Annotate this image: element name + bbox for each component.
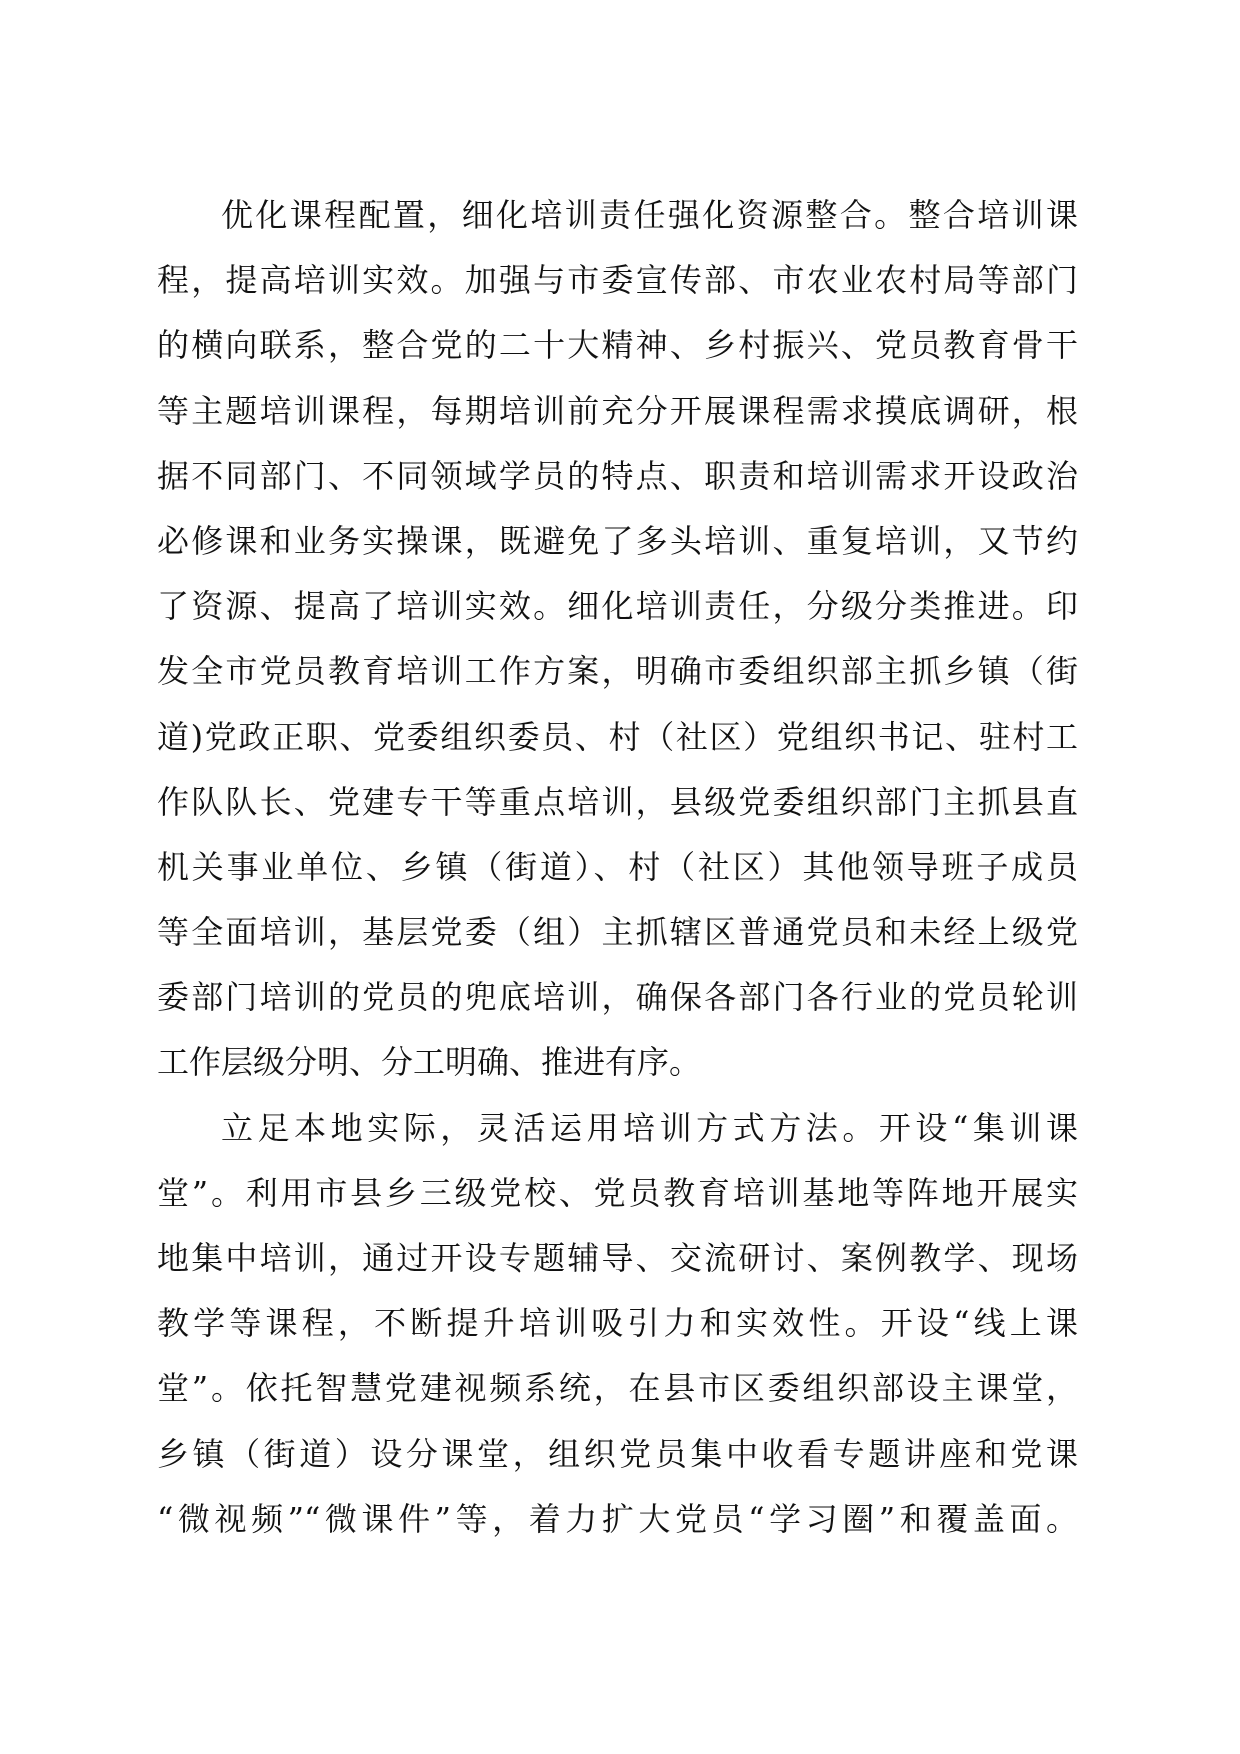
text-line: 道)党政正职、党委组织委员、村（社区）党组织书记、驻村工 bbox=[157, 717, 1078, 756]
text-line: 地集中培训，通过开设专题辅导、交流研讨、案例教学、现场 bbox=[157, 1239, 1078, 1277]
text-line: “微视频”“微课件”等，着力扩大党员“学习圈”和覆盖面。 bbox=[157, 1499, 1078, 1538]
text-line: 作队队长、党建专干等重点培训，县级党委组织部门主抓县直 bbox=[157, 782, 1078, 821]
text-line: 等全面培训，基层党委（组）主抓辖区普通党员和未经上级党 bbox=[157, 913, 1078, 952]
body-text bbox=[157, 183, 1078, 1552]
paragraph-course-configuration bbox=[157, 183, 1078, 1096]
text-line: 工作层级分明、分工明确、推进有序。 bbox=[157, 1043, 702, 1082]
text-line: 教学等课程，不断提升培训吸引力和实效性。开设“线上课 bbox=[157, 1304, 1078, 1343]
text-line: 必修课和业务实操课，既避免了多头培训、重复培训，又节约 bbox=[157, 521, 1078, 560]
paragraph-training-methods bbox=[157, 1096, 1078, 1552]
text-line: 据不同部门、不同领域学员的特点、职责和培训需求开设政治 bbox=[157, 456, 1078, 495]
text-line: 委部门培训的党员的兜底培训，确保各部门各行业的党员轮训 bbox=[157, 978, 1078, 1017]
text-line: 程，提高培训实效。加强与市委宣传部、市农业农村局等部门 bbox=[157, 261, 1078, 300]
text-line: 发全市党员教育培训工作方案，明确市委组织部主抓乡镇（街 bbox=[157, 652, 1078, 691]
text-line: 的横向联系，整合党的二十大精神、乡村振兴、党员教育骨干 bbox=[157, 326, 1078, 365]
text-line: 堂”。利用市县乡三级党校、党员教育培训基地等阵地开展实 bbox=[157, 1173, 1078, 1212]
text-line: 堂”。依托智慧党建视频系统，在县市区委组织部设主课堂， bbox=[157, 1369, 1078, 1408]
text-line: 等主题培训课程，每期培训前充分开展课程需求摸底调研，根 bbox=[157, 391, 1078, 430]
text-line: 乡镇（街道）设分课堂，组织党员集中收看专题讲座和党课 bbox=[157, 1434, 1078, 1473]
text-line: 立足本地实际，灵活运用培训方式方法。开设“集训课 bbox=[221, 1108, 1078, 1147]
text-line: 了资源、提高了培训实效。细化培训责任，分级分类推进。印 bbox=[157, 587, 1078, 626]
text-line: 优化课程配置，细化培训责任强化资源整合。整合培训课 bbox=[221, 196, 1078, 234]
text-line: 机关事业单位、乡镇（街道）、村（社区）其他领导班子成员 bbox=[157, 847, 1078, 886]
